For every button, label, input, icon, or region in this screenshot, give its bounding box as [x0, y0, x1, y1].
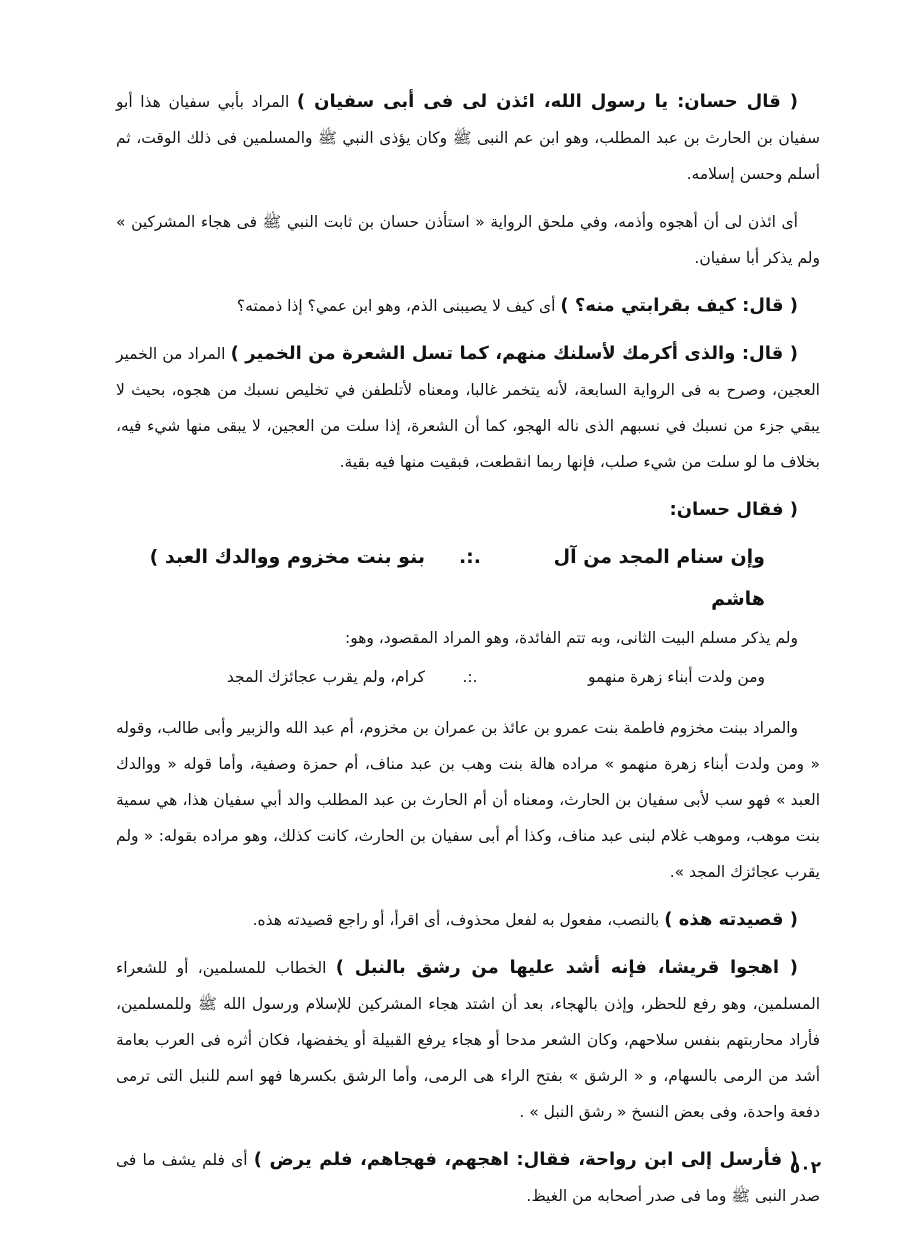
quoted-hadith: ( قال: كيف بقرابتي منه؟ ): [560, 295, 798, 316]
paragraph-5: [116, 492, 820, 528]
paragraph-2: [116, 204, 820, 276]
paragraph-3: [116, 288, 820, 324]
paragraph-7: [116, 710, 820, 890]
verse-separator: .:.: [462, 668, 478, 686]
paragraph-10: [116, 1142, 820, 1214]
quoted-hadith: ( اهجوا قريشا، فإنه أشد عليها من رشق بالنبل ): [335, 957, 798, 978]
quoted-hadith: ( قال: والذى أكرمك لأسلنك منهم، كما تسل الشعرة من الخمير ): [230, 343, 798, 364]
quoted-hadith: ( فقال حسان:: [669, 499, 798, 520]
commentary: الخطاب للمسلمين، أو للشعراء المسلمين، وهو رفع للحظر، وإذن بالهجاء، بعد أن اشتد هجاء المشركين للإسلام ورسول الله ﷺ وللمسلمين، فأراد محاربتهم بنفس سلاحهم، وكان الشعر مدحا أو هجاء يرفع القبيلة أو يخفضها، فكان أثره فى العرب بعامة أشد من الرمى بالسهام، و « الرشق » بفتح الراء هى الرمى، وأما الرشق بكسرها فهو اسم للنبل التى ترمى دفعة واحدة، وفى بعض النسخ « رشق النبل » .: [116, 959, 820, 1121]
verse-second-hemistich: كرام، ولم يقرب عجائزك المجد: [226, 668, 425, 686]
page-number: ٥٠٢: [789, 1158, 821, 1178]
quoted-hadith: ( فأرسل إلى ابن رواحة، فقال: اهجهم، فهجاهم، فلم يرض ): [253, 1149, 798, 1170]
quoted-hadith: ( قصيدته هذه ): [664, 909, 798, 930]
verse-first-hemistich: ومن ولدت أبناء زهرة منهمو: [588, 668, 765, 686]
commentary: أى فلم يشف ما فى صدر النبى ﷺ وما فى صدر أصحابه من الغيظ.: [116, 1151, 820, 1205]
paragraph-8: [116, 902, 820, 938]
paragraph-6: [116, 620, 820, 656]
paragraph-9: [116, 950, 820, 1130]
quoted-hadith: ( قال حسان: يا رسول الله، ائذن لى فى أبى سفيان ): [296, 91, 798, 112]
commentary: المراد من الخمير العجين، وصرح به فى الرواية السابعة، لأنه يتخمر غالبا، ومعناه لأتلطفن في تخليص نسبك من هجوه، بحيث لا يبقي جزء من نسبك في نسبهم الذى ناله الهجو، كما أن الشعرة، إذا سلت من العجين، لا يبقى منها شيء فيه، بخلاف ما لو سلت من شيء صلب، فإنها ربما انقطعت، فبقيت منها فيه بقية.: [116, 345, 820, 471]
commentary: ولم يذكر مسلم البيت الثانى، وبه تتم الفائدة، وهو المراد المقصود، وهو:: [344, 629, 798, 647]
commentary: والمراد ببنت مخزوم فاطمة بنت عمرو بن عائذ بن عمران بن مخزوم، أم عبد الله والزبير وأبى طالب، وقوله « ومن ولدت أبناء زهرة منهمو » مراده هالة بنت وهب بن عبد مناف، أم حمزة وصفية، وأما قوله « ووالدك العبد » فهو سب لأبى سفيان بن الحارث، ومعناه أن أم الحارث بن عبد المطلب والد أبي سفيان هذا، هي سمية بنت موهب، وموهب غلام لبنى عبد مناف، وكذا أم أبى سفيان بن الحارث، كانت كذلك، وهو مراده بقوله: « ولم يقرب عجائزك المجد ».: [116, 719, 820, 881]
verse-1: [116, 536, 820, 620]
document-page: [116, 84, 820, 1214]
verse-separator: .:.: [458, 546, 482, 568]
verse-second-hemistich: بنو بنت مخزوم ووالدك العبد ): [149, 546, 425, 568]
paragraph-1: [116, 84, 820, 192]
verse-2: [116, 656, 820, 698]
paragraph-4: [116, 336, 820, 480]
verse-first-hemistich: وإن سنام المجد من آل هاشم: [553, 546, 765, 610]
commentary: أى ائذن لى أن أهجوه وأذمه، وفي ملحق الرواية « استأذن حسان بن ثابت النبي ﷺ فى هجاء المشركين » ولم يذكر أبا سفيان.: [116, 213, 820, 267]
commentary: بالنصب، مفعول به لفعل محذوف، أى اقرأ، أو راجع قصيدته هذه.: [252, 911, 665, 929]
commentary: أى كيف لا يصيبنى الذم، وهو ابن عمي؟ إذا ذممته؟: [236, 297, 561, 315]
commentary: المراد بأبي سفيان هذا أبو سفيان بن الحارث بن عبد المطلب، وهو ابن عم النبى ﷺ وكان يؤذى النبي ﷺ والمسلمين فى ذلك الوقت، ثم أسلم وحسن إسلامه.: [116, 93, 820, 183]
